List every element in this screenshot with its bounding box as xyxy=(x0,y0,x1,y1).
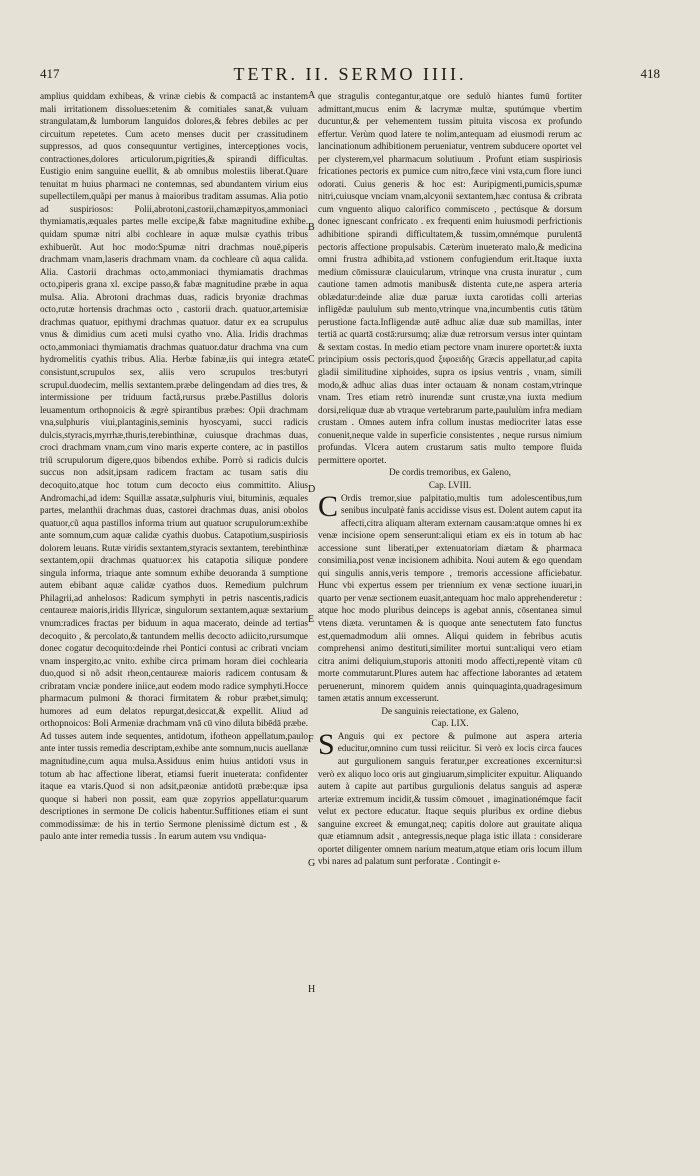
chapter-58-drop-cap: C xyxy=(318,489,339,523)
running-title: TETR. II. SERMO IIII. xyxy=(233,64,467,84)
chapter-58-body xyxy=(318,489,582,705)
margin-letter-d: D xyxy=(308,484,316,495)
chapter-59-text: Anguis qui ex pectore & pulmone aut aspera arteria educitur,omnino cum tussi reiicitur. Si verò ex locis circa fauces aut gurgulionem sanguis feratur,per excreationes excernitur:si verò ex aliquo loco oris aut gingiuarum,simpliciter expuitur. Aliquando autem à capite aut partibus gurgulionis delatus sanguis ad asperæ arteriæ extremum incidit,& tussim cōmouet , imaginationémque facit velut ex pectore educatur. Itaque sequis pluribus ex ordine diebus sanguine excreet & emungat,neq; capitis dolore aut grauitate aliqua quæ etiamnum adsit , antegressis,neque plaga istic illata : considerare oportet diligenter omnem narium meatum,atque etiam oris locum illum vbi nares ad palatum sunt perforatæ . Contingit e- xyxy=(318,730,582,867)
page-number-right: 418 xyxy=(640,66,660,81)
right-column-text: que stragulis contegantur,atque ore sedulò hiantes fumū fortiter admittant,mucus enim & lacrymæ multæ, sputúmque vbertim ducuntur,& per vehementem tussim pituita viscosa ex profundo effertur. Verùm quod latere te nolim,antequam ad eiusmodi rerum ac lancinationum adhibitionem perueniatur, ventrem subducere oportet vel per clysterem,vel pharmacum solutiuum . Profunt etiam suspiriosis fricationes pectoris ex pumice cum nitro,fæce vini vsta,cum flore iunci odorati. Cuius generis & hoc est: Auripigmenti,pumicis,spumæ nitri,cuiusque vnciam vnam,alcyonii sextantem,hæc contusa & cribrata cum vnguento aliquo calorifico commisceto , pectúsque & dorsum donec ignescant confricato . ex frequenti enim huiusmodi perfrictionis adhibitione spirandi difficultatem,& tussim,omnémque purulentā pectoris affectione propulsabis. Cæterùm inueterato malo,& medicina omni frustra adhibita,ad vstionem confugiendum erit.Itaque iuxta medium cōmissuræ clauicularum, vtrinque vna crusta inuratur , cum cautione tamen admotis manibus& distenta cute,ne aspera arteria oblædatur:deinde aliæ duæ paruæ iuxta carotidas colli arterias infligēdæ paululum sub mento,vtrinque vna,incumbentis cutis tātùm perustione facta.Infligendæ autē adhuc aliæ duæ sub mamillas, inter tertiā ac quartā costā:rursumq; aliæ duæ retrorsum versus inter quintam & sextam costas. In medio etiam pectore vnam inurere oportet:& iuxta principium ossis pectoris,quod ξιφοειδὴς Græcis appellatur,ad capita gladii similitudine xiphoides, supra os ipsius ventris , vnam, simili modo,& adhuc alias duas inter octauam & nonam costam,vtrinque vnam. Tres etiam retrò inurendæ sunt crustæ,vna iuxta medium dorsi,reliquæ duæ ab vtraque vertebrarum parte,paululùm infra mediam crustam . Omnes autem infra collum inustas mediocriter latas esse conuenit,neque valde in superficie consistentes , neque rursus nimium profundas. Vlcera autem crustarum satis multo tempore fluida permittere oportet. xyxy=(318,91,582,465)
page-number-left: 417 xyxy=(40,66,60,81)
chapter-59-drop-cap: S xyxy=(318,727,335,761)
margin-letter-f: F xyxy=(308,734,314,745)
chapter-59-body xyxy=(318,727,582,868)
running-header xyxy=(40,66,660,90)
chapter-58-number: Cap. LVIII. xyxy=(428,479,472,490)
margin-letter-g: G xyxy=(308,858,316,869)
chapter-58-text: Ordis tremor,siue palpitatio,multis tum adolescentibus,tum senibus inculpatè fanis accidisse visus est. Dolent autem caput ita affecti,citra aliquam alteram externam causam:atque omnes hi ex venæ incisione opem senserunt:aliqui etiam ex eis in totum ab hac accessione sunt liberati,per extenuatoriam diætam & pharmaca consimilia,post venæ incisionem adhibita. Noui autem & ego quendam qui singulis annis,veris tempore , tremoris accessione afficiebatur. Hunc vbi expertus essem per triennium ex venæ sectione iuuari,in quarto per venæ sectionem euasit,antequam hoc malo apprehenderetur : atque hoc modo pluribus deinceps is agebat annis, cōsentanea simul vtens diæta. veruntamen & is quoque ante senectutem fato functus est,quemadmodum alii omnes. Aliqui quidem in febribus acutis comprehensi animo destituti,similiter mortui sunt:aliqui vero etiam citra animi deliquium,stuporis attoniti modo affecti,repentè vitam cū morte commutarunt.Plures autem hac affectione laborantes ad ætatem peruenerunt, minorem quidem annis quinquaginta,quadragesimum tamen ætatis annum excesserunt. xyxy=(318,492,582,704)
margin-letter-c: C xyxy=(308,354,315,365)
margin-letter-a: A xyxy=(308,90,316,101)
chapter-58-title: De cordis tremoribus, ex Galeno, xyxy=(389,467,511,478)
chapter-59-title: De sanguinis reiectatione, ex Galeno, xyxy=(381,705,519,716)
margin-letter-b: B xyxy=(308,222,315,233)
right-column xyxy=(318,90,582,868)
left-column-text: amplius quiddam exhibeas, & vrinæ ciebis & compactâ ac instantem mali irritationem dissolues:etenim & comitiales sanat,& vuluam strangulatam,& lumborum languidos dolores,& febres debiles ac per circuitum repetetes. Cum aceto menses ducit per crassitudinem suppressos, ad quos consequuntur vertigines, intercepţiones vocis, contractiones,dolores articulorum,pigrities,& spirandi difficultas. Eustigio enim sanguine euellit, & ab omnibus molestiis liberat.Quare tenuitat m huius pharmaci ne contemnas, sed abundantem virium eius supellectilem,quãpi per manus à maioribus traditam assumas. Alia potio ad suspiriosos: Polii,abrotoni,castorii,chamæpityos,ammoniaci thymiamatis,æquales partes melle excipe,& fabæ magnitudine exhibe. quidam spumæ nitri albi cochleare in aquæ mulsæ cyathis tribus exhibuerũt. Aut hoc modo:Spumæ nitri drachmas nouē,piperis drachmam vnam,laseris drachmam vnam. da cochleare cũ aqua calida. Alia. Castorii drachmas octo,ammoniaci thymiamatis drachmas octo,piperis grana xl. excipe passo,& fabæ magnitudine præbe in aqua mulsa. Alia. Abrotoni drachmas duas, radicis bryoniæ drachmas octo,rutæ hortensis drachmas octo , castorii drach. quatuor,artemisiæ drachmas quatuor, epithymi drachmas quatuor. datur ex ea scrupulus vnus & dimidius cum aceti mulsi cyatho vno. Alia. Iridis drachmas octo,ammoniaci thymiamatis drachmas quatuor.datur drachma vna cum hydromelitis cyathis tribus. Alia. Herbæ fabinæ,iis qui integra ætate consistunt,scrupulos sex, aliis vero scrupulos tres:butyri scrupul.duodecim, mellis sextantem.præbe delingendam ad dies tres, & intermissione per triduum factã,rursus præbe.Pastillus doloris leuamentum orthopnoicis & ægrè spirantibus præbes: Opii drachmam vna,sulphuris viui,plantaginis,seminis hyoscyami, succi radicis dulcis,styracis,myrrhæ,thuris,terebinthinæ, cuiusque drachmas duas, croci drachmam vnam,cum vino maris experte contere, ac in pastillos triũ scrupulorum digere,quos bibendos exhibe. Porrò si radicis dulcis succus non adsit,ipsam radicem fractam ac tusam satis diu decoquito,atque hoc totum cum decocto eius committito. Alius Andromachi,ad idem: Squillæ assatæ,sulphuris viui, bituminis, æquales partes, melanthii drachmas duas, castorei drachmas duas, anisi obolos quatuor,cũ aqua pastillos informa trium aut quatuor scrupulorum:exhibe ante somnum,cum aquæ calidæ cyathis duobus. Catapotium,suspiriosis dolorem leuans. Rutæ viridis sextantem,styracis sextantem, terebinthinæ sextantem,opii drachmas quatuor:ex his catapotia siliquæ pondere singula informa, triaque ante somnum exhibe deuoranda ā sumptione autem ebibant aquæ calidæ cyathos duos. Remedium pulchrum Philagrii,ad anhelosos: Radicum symphyti in petris nascentis,radicis centaureæ maioris,iridis Illyricæ, singulorum sextantem,aquæ sextarium vnum:radices fractas per biduum in aqua macerato, deinde ad tertias decoquito , & percolato,& tantundem mellis decocto adiicito,rursumque donec cogatur decoquito:deinde rhei Pontici contusi ac cribrati vnciam vnam inspergito,ac vnito. exhibe circa primam horam diei cochlearia duo,quod si nõ adsit rheon,centaureæ maioris radicem contusam & cribratam vnciæ pondere iniice,aut eodem modo radice symphyti.Hocce pharmacum pulmoni & thoraci firmitatem & robur præbet,simulq; humores ad eum delatos repurgat,desiccat,& expellit. Aliud ad orthopnoicos: Boli Armeniæ drachmam vnā cū vino diluta bibēdā præbe. Ad tusses autem inde sequentes, antidotum, ifotheon appellatum,paulo ante inter tussis remedia descriptam,exhibe ante somnum,nucis auellanæ magnitudine,cum aqua mulsa.Assiduus enim huius antidoti vsus in totum ab hac affectione liberat, etiamsi fuerit inueterata: confidenter itaque ea vtaris.Quod si non adsit,pæoniæ antidotū præbe:quæ ipsa quoque si haberi non possit, eam quæ zopyrios appellatur:quarum descriptiones in sermone De colicis habentur.Suffitiones etiam ei sunt commodissimæ: de his in tertio Sermone plenissimè dictum est , & paulo ante inter remedia tussis . In earum autem vsu vndiqua- xyxy=(40,91,308,842)
left-column xyxy=(40,90,308,843)
margin-letter-e: E xyxy=(308,614,315,625)
chapter-59-number: Cap. LIX. xyxy=(431,718,469,729)
margin-letter-h: H xyxy=(308,984,316,995)
